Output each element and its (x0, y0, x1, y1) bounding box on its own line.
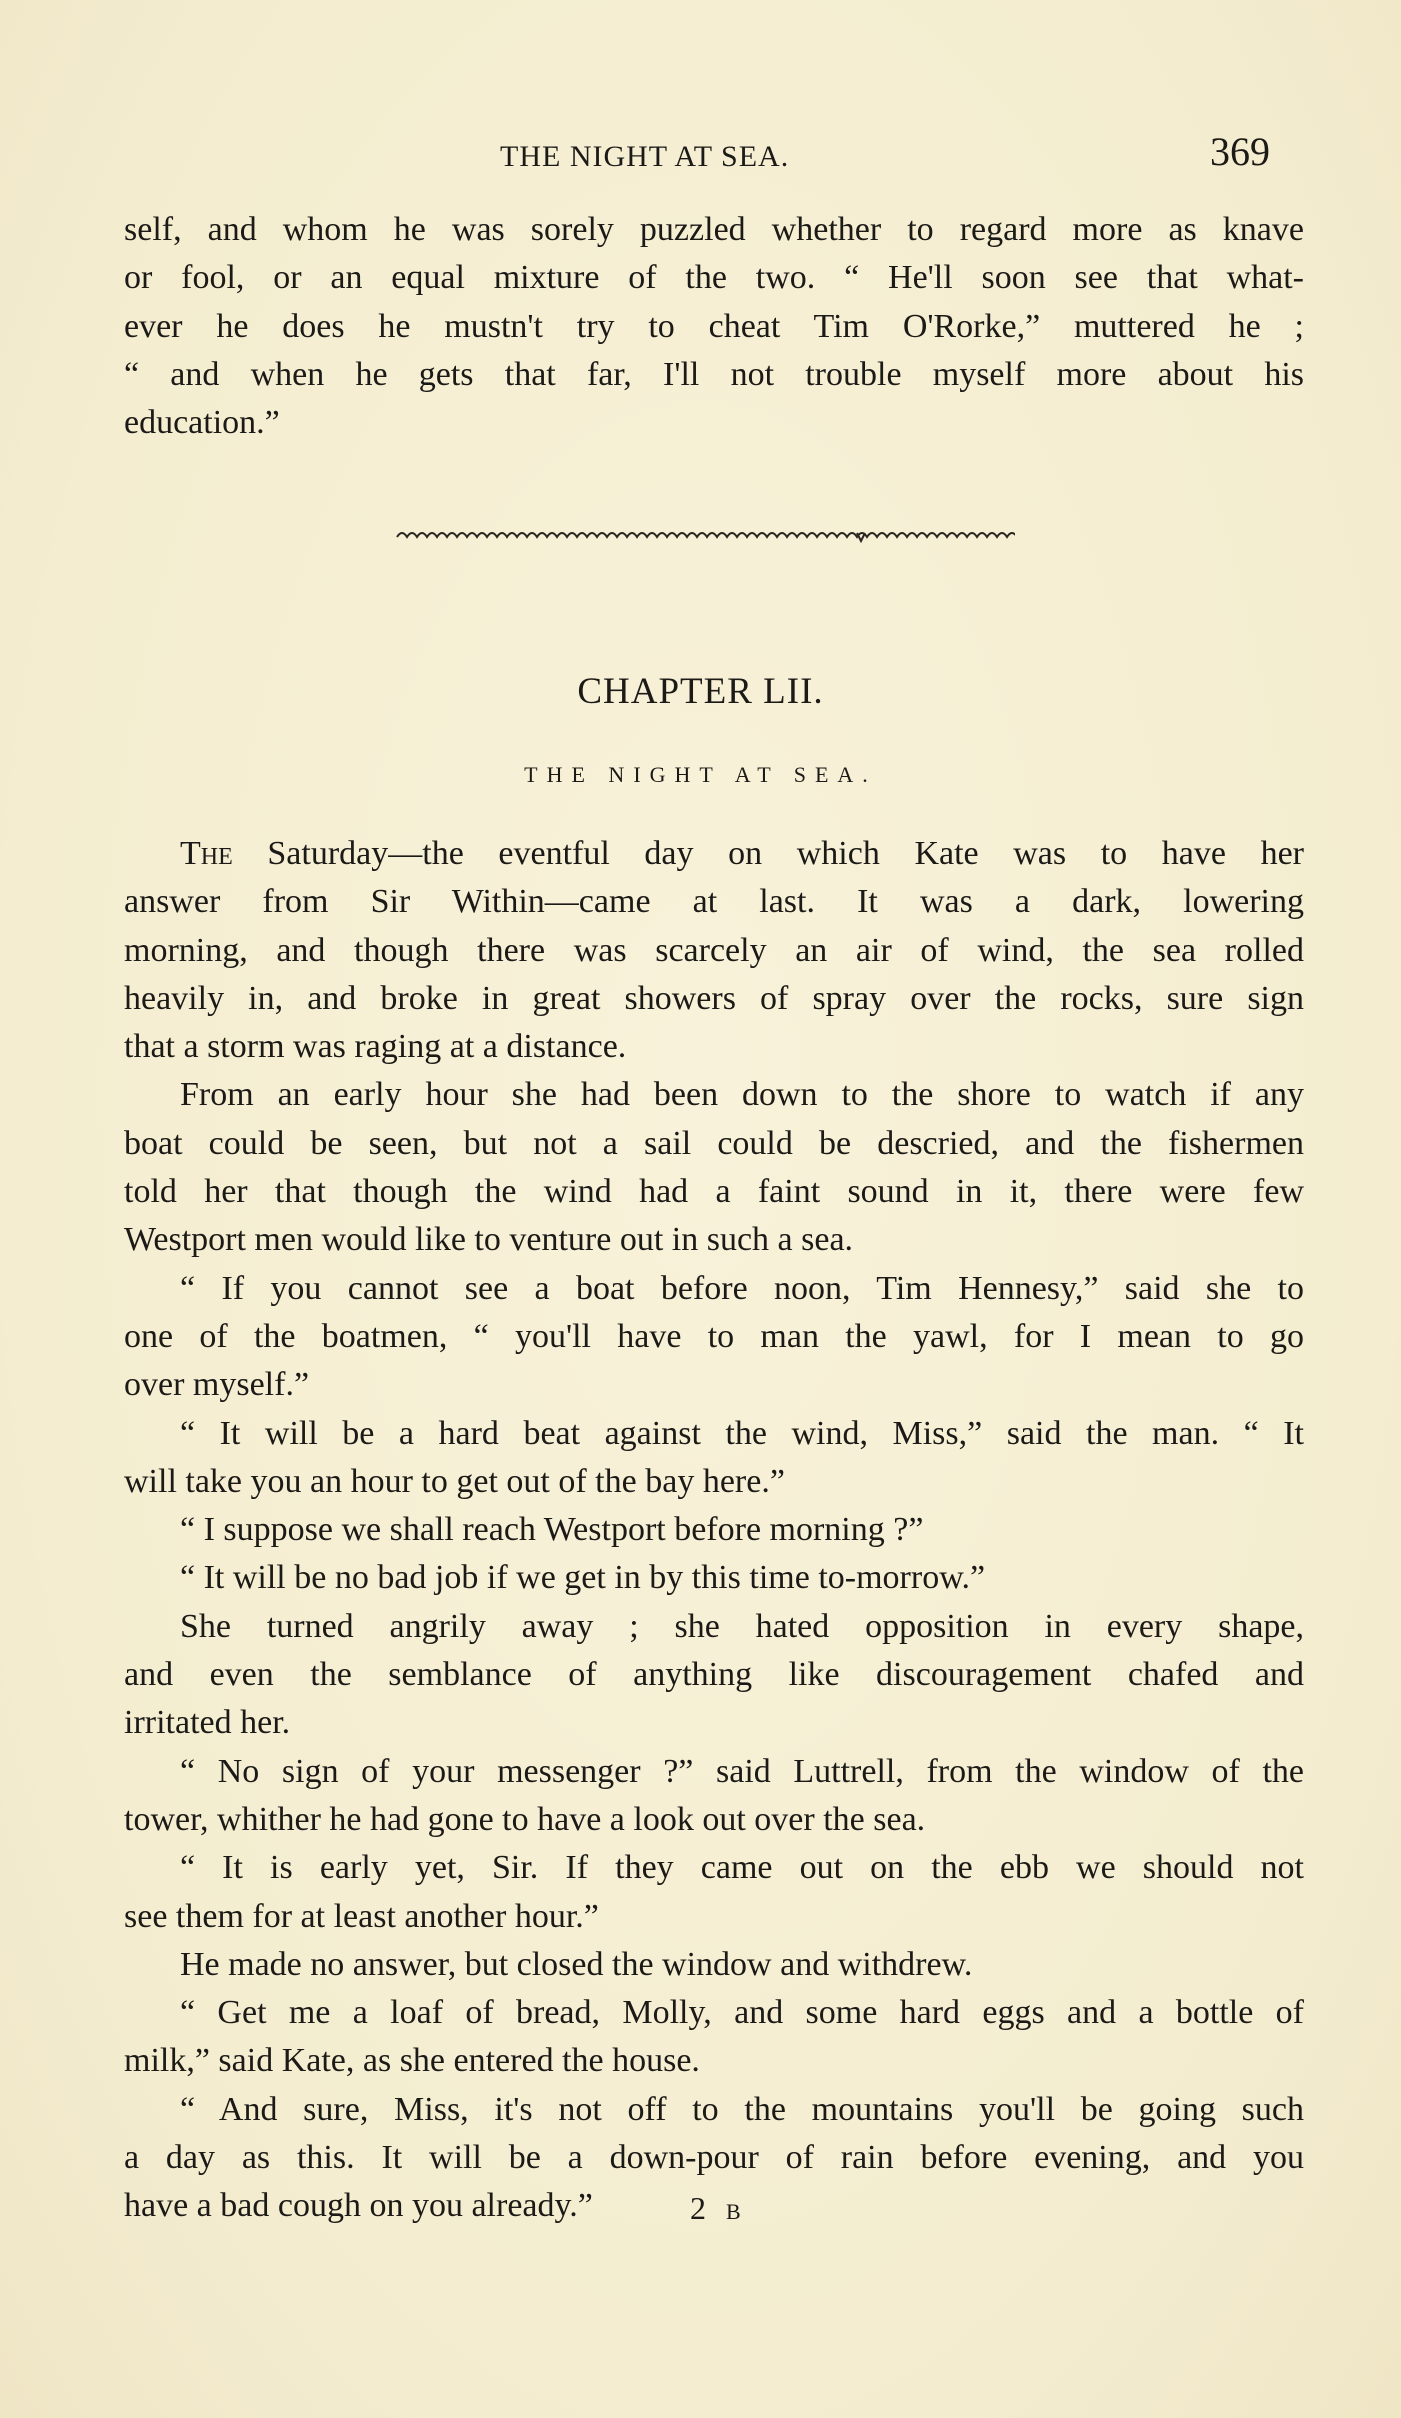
text-line: “ No sign of your messenger ?” said Luttrell, from the window of the (180, 1752, 1304, 1790)
carryover-paragraph (124, 206, 1304, 447)
chapter-subtitle: THE NIGHT AT SEA. (524, 762, 877, 787)
text-line: a day as this. It will be a down-pour of rain before evening, and you (124, 2139, 1304, 2177)
text-line: or fool, or an equal mixture of the two. “ He'll soon see that what- (124, 259, 1304, 297)
signature-letter: B (726, 2199, 747, 2224)
text-line: over myself.” (124, 1366, 310, 1404)
drop-word: The (180, 835, 233, 872)
text-line: “ Get me a loaf of bread, Molly, and some hard eggs and a bottle of (180, 1994, 1304, 2032)
text-line: morning, and though there was scarcely an air of wind, the sea rolled (124, 931, 1304, 969)
text-line: education.” (124, 404, 280, 442)
text-line: self, and whom he was sorely puzzled whether to regard more as knave (124, 211, 1304, 248)
wavy-rule-ornament (395, 525, 1015, 545)
text-line: that a storm was raging at a distance. (124, 1028, 627, 1066)
text-line: “ I suppose we shall reach Westport before morning ?” (180, 1511, 924, 1549)
text-line: “ And sure, Miss, it's not off to the mountains you'll be going such (180, 2090, 1304, 2128)
signature-number: 2 (690, 2190, 712, 2226)
text-line: see them for at least another hour.” (124, 1897, 599, 1935)
text-line: The Saturday—the eventful day on which Kate was to have her (180, 835, 1305, 872)
chapter-body (124, 830, 1304, 2231)
text-line: one of the boatmen, “ you'll have to man the yawl, for I mean to go (124, 1317, 1304, 1355)
text-line: “ It is early yet, Sir. If they came out on the ebb we should not (180, 1849, 1304, 1887)
text-line: “ If you cannot see a boat before noon, Tim Hennesy,” said she to (180, 1269, 1304, 1307)
running-head (0, 129, 1401, 186)
chapter-heading: CHAPTER LII. (577, 671, 824, 712)
text-line: Westport men would like to venture out in such a sea. (124, 1221, 854, 1259)
text-line: “ and when he gets that far, I'll not trouble myself more about his (124, 355, 1304, 393)
signature-mark (690, 2190, 747, 2227)
text-line: irritated her. (124, 1704, 291, 1742)
text-line: will take you an hour to get out of the bay here.” (124, 1462, 785, 1500)
text-line: From an early hour she had been down to the shore to watch if any (180, 1076, 1304, 1114)
text-line: “ It will be no bad job if we get in by this time to-morrow.” (180, 1559, 986, 1597)
text-line: have a bad cough on you already.” (124, 2187, 593, 2225)
text-line: boat could be seen, but not a sail could be descried, and the fishermen (124, 1124, 1304, 1162)
page-number: 369 (1210, 129, 1270, 174)
text-line: and even the semblance of anything like discouragement chafed and (124, 1656, 1304, 1694)
text-line: told her that though the wind had a faint sound in it, there were few (124, 1173, 1304, 1211)
running-title: THE NIGHT AT SEA. (500, 140, 790, 173)
text-line: milk,” said Kate, as she entered the house. (124, 2042, 700, 2080)
text-line: He made no answer, but closed the window and withdrew. (180, 1945, 973, 1983)
text-line: She turned angrily away ; she hated opposition in every shape, (180, 1607, 1304, 1645)
text-line: answer from Sir Within—came at last. It was a dark, lowering (124, 883, 1304, 921)
text-line: ever he does he mustn't try to cheat Tim O'Rorke,” muttered he ; (124, 307, 1304, 345)
text-line: heavily in, and broke in great showers of spray over the rocks, sure sign (124, 979, 1304, 1017)
text-line: tower, whither he had gone to have a look out over the sea. (124, 1800, 926, 1838)
text-line: “ It will be a hard beat against the wind, Miss,” said the man. “ It (180, 1414, 1304, 1452)
